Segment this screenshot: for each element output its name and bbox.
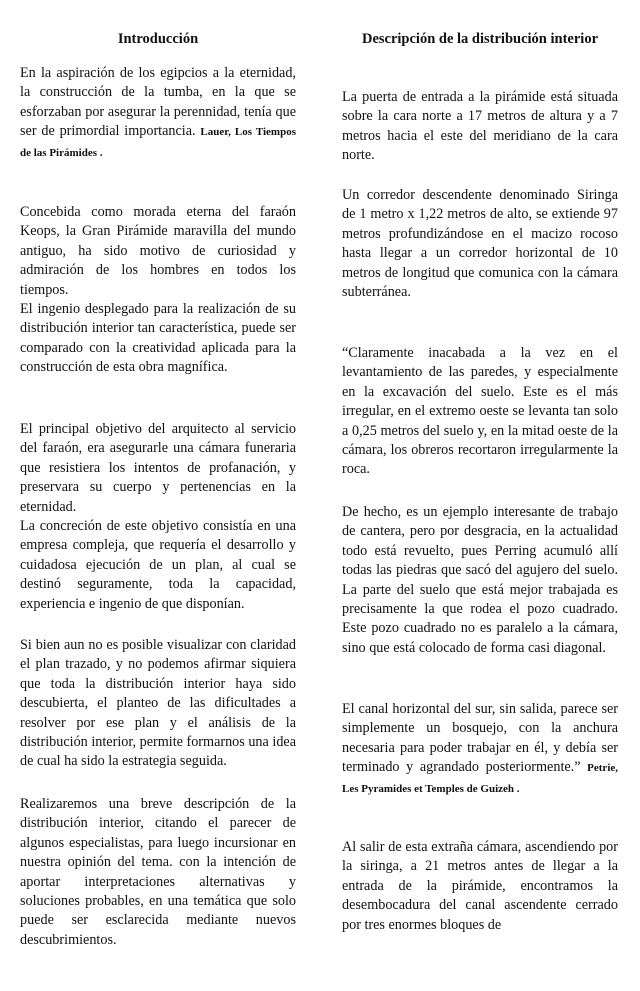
right-paragraph-6-text: Al salir de esta extraña cámara, ascendiendo por la siringa, a 21 metros antes de llegar a la entrada de la pirámide, encontramos la desembocadura del canal ascendente cerrado por tres enormes bloques de: [342, 839, 618, 933]
paragraph-4: [20, 420, 296, 517]
paragraph-5-text: La concreción de este objetivo consistía en una empresa compleja, que requería el desarrollo y cuidadosa ejecución de un plan, al cual se destinó seguramente, toda la capacidad, experiencia e ingenio de que disponían.: [20, 518, 296, 612]
paragraph-2-text: Concebida como morada eterna del faraón Keops, la Gran Pirámide maravilla del mundo antiguo, ha sido motivo de curiosidad y admiración de los hombres en todos los tiempos.: [20, 204, 296, 298]
right-paragraph-6: [342, 838, 618, 935]
paragraph-7: [20, 795, 296, 950]
right-paragraph-3: [342, 344, 618, 480]
paragraph-4-text: El principal objetivo del arquitecto al servicio del faraón, era asegurarle una cámara funeraria que resistiera los intentos de profanación, y preservara su cuerpo y pertenencias en la eternidad.: [20, 421, 296, 515]
paragraph-5: [20, 517, 296, 614]
right-paragraph-1: [342, 88, 618, 166]
paragraph-3: [20, 300, 296, 378]
paragraph-2: [20, 203, 296, 300]
citation-petrie: Petrie, Les Pyramides et Temples de Guizeh .: [342, 762, 619, 795]
right-paragraph-2-text: Un corredor descendente denominado Siringa de 1 metro x 1,22 metros de alto, se extiende 97 metros profundizándose en el macizo rocoso hasta llegar a un corredor horizontal de 10 metros de longitud que comunica con la cámara subterránea.: [342, 187, 618, 301]
right-paragraph-1-text: La puerta de entrada a la pirámide está situada sobre la cara norte a 17 metros de altura y a 7 metros hacia el este del meridiano de la cara norte.: [342, 89, 618, 164]
right-paragraph-4: [342, 503, 618, 658]
right-paragraph-3-text: “Claramente inacabada a la vez en el levantamiento de las paredes, y especialmente en la excavación del suelo. Este es el más irregular, en el extremo oeste se levanta tan solo a 0,25 metros del suelo y, en la mitad oeste de la cámara, los obreros recortaron irregularmente la roca.: [342, 345, 618, 478]
paragraph-7-text: Realizaremos una breve descripción de la distribución interior, citando el parecer de algunos especialistas, para luego incursionar en nuestra opinión del tema. con la intención de aportar interpretaciones alternativas y soluciones probables, en una temática que solo puede ser esclarecida mediante nuevos descubrimientos.: [20, 796, 296, 948]
right-paragraph-4-text: De hecho, es un ejemplo interesante de trabajo de cantera, pero por desgracia, en la actualidad todo está revuelto, pues Perring acumuló allí todas las piedras que sacó del agujero del suelo. La parte del suelo que está mejor trabajada es precisamente la que rodea el pozo cuadrado. Este pozo cuadrado no es paralelo a la cámara, sino que está colocado de forma casi diagonal.: [342, 504, 618, 656]
right-paragraph-5-text: El canal horizontal del sur, sin salida, parece ser simplemente un bosquejo, con la anchura necesaria para poder trabajar en él, y debía ser terminado y agrandado posteriormente.”: [342, 701, 618, 776]
heading-descripcion: Descripción de la distribución interior: [361, 31, 598, 47]
paragraph-6-text: Si bien aun no es posible visualizar con claridad el plan trazado, y no podemos afirmar siquiera que toda la distribución interior haya sido descubierta, el planteo de las dificultades a resolver por ese plan y el análisis de la distribución interior, permite formarnos una idea de cual ha sido la estrategia seguida.: [20, 637, 297, 770]
heading-introduccion: Introducción: [117, 31, 199, 47]
right-paragraph-2: [342, 186, 618, 302]
paragraph-3-text: El ingenio desplegado para la realización de su distribución interior tan característica, puede ser comparado con la creatividad aplicada para la construcción de esta obra magnífica.: [20, 301, 296, 376]
paragraph-1: [20, 64, 296, 163]
citation-lauer: Lauer, Los Tiempos de las Pirámides .: [20, 126, 296, 159]
paragraph-6: [20, 636, 296, 772]
paragraph-1-text: En la aspiración de los egipcios a la eternidad, la construcción de la tumba, en la que se esforzaban por asegurar la perennidad, tenía que ser de primordial importancia.: [20, 65, 296, 140]
right-paragraph-5: [342, 700, 618, 799]
